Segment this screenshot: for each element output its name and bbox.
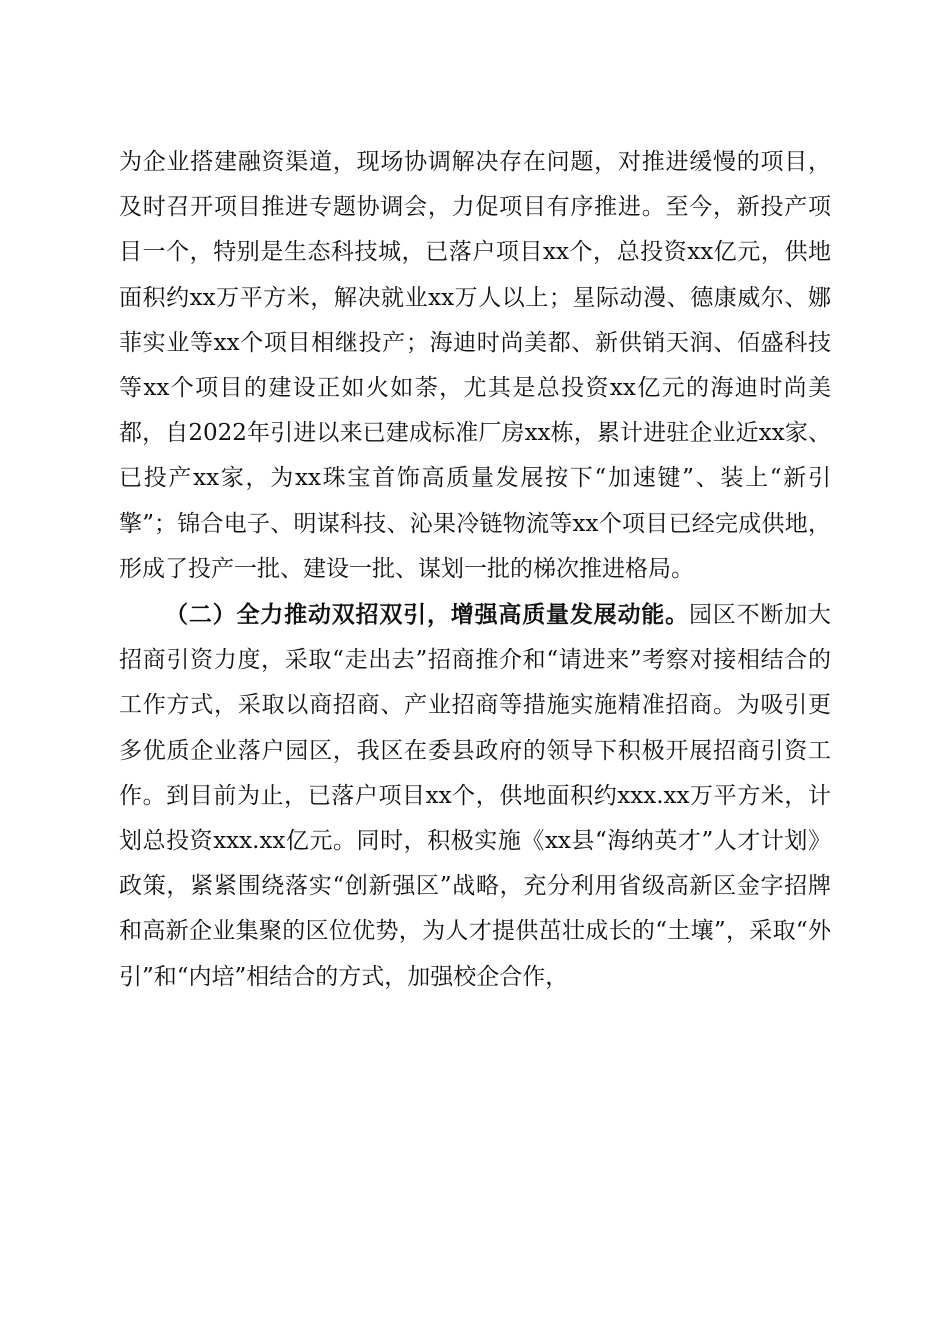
paragraph-project-progress <box>119 140 831 592</box>
paragraph-text: 园区不断加大招商引资力度，采取“走出去”招商推介和“请进来”考察对接相结合的工作方式，采取以商招商、产业招商等措施实施精准招商。为吸引更多优质企业落户园区，我区在委县政府的领导下积极开展招商引资工作。到目前为止，已落户项目xx个，供地面积约xxx.xx万平方米，计划总投资xxx.xx亿元。同时，积极实施《xx县“海纳英才”人才计划》政策，紧紧围绕落实“创新强区”战略，充分利用省级高新区金字招牌和高新企业集聚的区位优势，为人才提供茁壮成长的“土壤”，采取“外引”和“内培”相结合的方式，加强校企合作， <box>119 602 832 990</box>
paragraph-investment-attraction <box>119 592 831 1000</box>
paragraph-text: 为企业搭建融资渠道，现场协调解决存在问题，对推进缓慢的项目，及时召开项目推进专题协调会，力促项目有序推进。至今，新投产项目一个，特别是生态科技城，已落户项目xx个，总投资xx亿元，供地面积约xx万平方米，解决就业xx万人以上；星际动漫、德康威尔、娜菲实业等xx个项目相继投产；海迪时尚美都、新供销天润、佰盛科技等xx个项目的建设正如火如荼，尤其是总投资xx亿元的海迪时尚美都，自2022年引进以来已建成标准厂房xx栋，累计进驻企业近xx家、已投产xx家，为xx珠宝首饰高质量发展按下“加速键”、装上“新引擎”；锦合电子、明谋科技、沁果冷链物流等xx个项目已经完成供地，形成了投产一批、建设一批、谋划一批的梯次推进格局。 <box>119 149 831 582</box>
section-heading-inline: （二）全力推动双招双引，增强高质量发展动能。 <box>165 601 689 629</box>
document-body <box>119 140 831 1000</box>
